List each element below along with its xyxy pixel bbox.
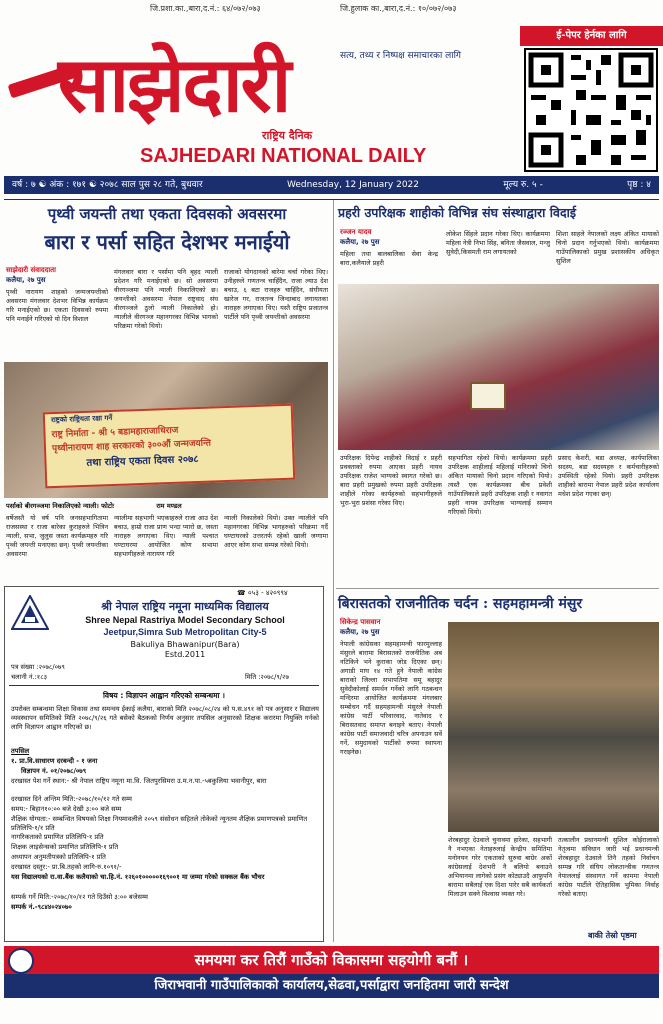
notice-phone: ☎ ०५३ - ४२०९९४ bbox=[237, 589, 288, 597]
registration-left: जि.प्रशा.का.,बारा,द.नं.: ६४/०७२/०७३ bbox=[150, 4, 261, 13]
caption-text: पर्साको बीरगञ्जमा निकालिएको न्याली। फोटोः bbox=[6, 502, 115, 510]
story2-below-col2: सहभागिता रहेको थियो। कार्यक्रममा प्रहरी उपरिक्षक शाहीलाई महिलाई मनिराको चिनो अंकित मायाको चिनो प्रदान गरिएको थियो। त्यस्तै एक कार्यक्रमका बीच प्रवेशी गाउँपालिकाले प्रहरी उपरिक्षक शाही र नवागत प्रहरी नायव उपरिक्षक भाग्यलाई सम्मान गरिएको थियो। bbox=[448, 454, 552, 516]
story1-below-col1: वर्षेजस्तै यो वर्ष पनि जनसहभागितामा राजसस्था र राजा बारेका कुराहरुले भित्रिन न्याली, सभा, जुलुस जस्ता कार्यक्रमहरु गरि पृथ्वी जयन्ती मनाएका छन्। पृथ्वी जयन्तीका अवसरमा bbox=[6, 514, 108, 558]
notice-rule bbox=[9, 685, 319, 686]
page-number: पृष्ठ : ४ bbox=[627, 180, 651, 190]
school-logo-icon bbox=[11, 595, 49, 631]
story2-below-col1: उपरिक्षक दिपेन्द्र शाहीको विदाई र प्रहरी प्रवक्ताको रुपमा आएका प्रहरी नायव उपरिक्षक राजेश भाग्यको स्वागत गरेको छ। बारा प्रहरी प्रमुखको रुपमा प्रहरी उपरिक्षक शाहीले गरेका कार्यहरुको सहभागीहरुले भुरा-भुरा प्रशंसा गरेका थिए। bbox=[340, 454, 442, 507]
story2-place: कलैया, २७ पुस bbox=[340, 238, 380, 246]
office-banner: जिराभवानी गाउँपालिकाको कार्यालय,सेढवा,पर्साद्वारा जनहितमा जारी सन्देश bbox=[4, 974, 659, 998]
school-estd: Estd.2011 bbox=[164, 650, 206, 659]
citizenship-copy: नागरिकताको प्रमाणित प्रतिलिपि-१ प्रति bbox=[11, 833, 104, 841]
contact-number: सम्पर्क नं.-९८४४०२४०७० bbox=[11, 903, 72, 911]
story1-col3: राजाको योगदानको बारेमा चर्चा गरेका थिए। उनीहरुले गणतन्त्र चाहिँदैन, राजा ल्याउ देश बचाउ, ६ बटा राजहरु चाहिँदैन, संघीयता खारेज गर, राजतन्त्र जिन्दाबाद लगायतका नाराहरु लगाएका थिए। यस्तै राष्ट्रिय प्रजातन्त्र पार्टीले पनि पृथ्वी जयन्तीको अवसरमा bbox=[224, 268, 328, 321]
slogan-banner: समयमा कर तिरौं गाउँको विकासमा सहयोगी बनौं । bbox=[4, 946, 659, 974]
story1-byline: साझेदारी संवाददाता bbox=[6, 266, 56, 274]
issue-info-bar bbox=[4, 176, 659, 194]
issue-number: वर्ष : ७ ☯ अंक : १७१ ☯ २०७८ साल पुस २८ गते, बुधवार bbox=[12, 180, 203, 190]
story3-col3: तत्कालीन प्रधानमन्त्री सुशिल कोईरालाको नेतृत्वमा संविधान जारी भई प्रधानमन्त्री शेरबहादुर देउवाले तिनै तहको निर्वाचन सम्पन्न गरि संघिय लोकतान्त्रीक गणतन्त्र नेपाललाई संस्थागत गर्ने काममा नेपाली कांग्रेस पार्टीले ऐतिहासिक भुमिका निर्वाह गरेको बताए। bbox=[558, 836, 659, 898]
story1-col2: मंगलवार बारा र पर्सामा पनि बृहद न्याली प्रदेशन गरि मनाईएको छ। सो अवसरमा वीरगञ्जमा पनि न्याली निकालिएको छ। जयन्तीको अवसरमा नेपाल राष्ट्रवाद संघ वीरगञ्जले ठुलो न्याली निकालेको हो। न्यालीले वीरगञ्ज महानगरका विभिन्न भागको परिक्रमा गरेको थियो। bbox=[114, 268, 218, 330]
story2-col3: शिशा साहले नेपालको लक्ष्य अंकित मायाको चिनो प्रदान गर्नुभएको थियो। कार्यक्रममा गाउँपालिकाको प्रमुख प्रशासकीय अधिकृत सुशिल bbox=[556, 230, 659, 265]
story3-col1: नेपाली कांग्रेसका सहमहामन्त्री फारमुल्लाह मंसुरले बारामा बिरासतको राजनीतिक अब नटिकिने भने कुराका जोड दिएका छन्। अगाडी माघ १४ गते हुने नेपाली कांग्रेस बाराको जिल्ला सभापतिमा समू बहादुर सुवेदीकोलाई समर्थन गर्नेको लागि गठबन्धन मन्दिरमा आयोजित कार्यक्रममा मंगलबार सम्बोधन गर्दै सहमहामन्त्री मंसुरले नेपाली कांग्रेस पार्टी परिवारवाद, नातेवाद र बिरासतवाद समाप्त बनाइने बताए। नेपाली कांग्रेस पार्टी समाजवादी चरित्र अपनाउन सर्वे गर्ने, समुदायको पार्टीको रुपमा स्थापना गराइनेछ। bbox=[340, 640, 442, 756]
story3-headline[interactable]: बिरासतको राजनीतिक चर्दन : सहमहामन्त्री मंसुर bbox=[338, 596, 583, 612]
school-notice[interactable] bbox=[4, 586, 324, 942]
story2-col1: महिला तथा बालबालिका सेवा केन्द्र बारा,कलैयाले प्रहरी bbox=[340, 250, 438, 267]
notice-subject: विषय : विज्ञापन आह्वान गरिएको सम्बन्धमा । bbox=[102, 691, 226, 700]
banner-line-2: राष्ट्र निर्माता - श्री ५ बडामहाराजाधिराज bbox=[51, 425, 179, 441]
post-title: १. प्रा.वि.साधारण दरबन्दी - १ जना bbox=[11, 757, 98, 765]
school-name-np: श्री नेपाल राष्ट्रिय नमूना माध्यमिक विद्यालय bbox=[101, 600, 269, 613]
continued-link[interactable]: बाकी तेस्रो पृष्ठमा bbox=[588, 931, 637, 940]
contact-date: सम्पर्क गर्ने मिति:-२०७८/१०/१२ गते दिउँसो ३:०० बजेसम्म bbox=[11, 893, 148, 901]
story2-headline[interactable]: प्रहरी उपरिक्षक शाहीको विभिन्न संघ संस्थाद्वारा विदाई bbox=[338, 205, 576, 220]
story2-photo[interactable] bbox=[338, 284, 659, 450]
story2-col2: लोकेश सिंहले प्रदान गरेका थिए। कार्यक्रममा महिला नेत्री निभा सिंह, बनिता जैसवाल, मन्जु सुवेदी,किसमती राम लगायतको bbox=[446, 230, 550, 256]
story3-col2: शेरबहादुर देउवाले चुनावमा हारेका, सहभागी नै नभएका नेताहरुलाई केन्द्रीय समितिमा मनोनयन गरेर एकताको सुरुवा बाग्रेर अर्को कांग्रेसलाई देशभरी नै बलियो बनाउने अभियानमा लागेको प्रसंग कोट्याउदै आफुपनि बारामा सबैलाई एक दिशा पारेर सबै कार्यकर्ता मिलाउन सक्ने विश्वास व्यक्त गरे। bbox=[448, 836, 552, 898]
letter-number: पत्र संख्या :२०७८/०७९ bbox=[11, 663, 65, 671]
story1-place: कलैया, २७ पुस bbox=[6, 276, 46, 284]
school-location: Bakuliya Bhawanipur(Bara) bbox=[130, 640, 240, 649]
english-name: SAJHEDARI NATIONAL DAILY bbox=[140, 145, 427, 167]
photo-credit: राम मण्डल bbox=[156, 502, 182, 510]
column-divider bbox=[333, 200, 334, 942]
qr-code-icon[interactable] bbox=[524, 48, 658, 172]
story1-headline-1[interactable]: पृथ्वी जयन्ती तथा एकता दिवसको अवसरमा bbox=[47, 205, 287, 223]
story1-below-col3: न्याली निकालेको थियो। उक्त न्यालीले पनि महानगरका विभिन्न भागहरुको परिक्रमा गर्दै घण्टाघरको उत्तरतर्फ रहेको खाली जग्गामा आएर कोण सभा सम्पन्न गरेको थियो। bbox=[224, 514, 328, 549]
tagline: सत्य, तथ्य र निष्पक्ष समाचारका लागि bbox=[340, 51, 461, 61]
application-fee: दरखास्त दस्तुर:- प्रा.बि.तहको लागि-रु.१०९१/- bbox=[11, 863, 122, 871]
subtitle: राष्ट्रिय दैनिक bbox=[262, 129, 313, 142]
dispatch-number: चलानी नं.:१८३ bbox=[11, 673, 48, 681]
bank-voucher: यस विद्यालयको रा.वा.बैंक कलैयाको चा.हि.नं. १२६०१०००००१६९००१ मा जम्मा गरेको सक्कल बैंक भौचर bbox=[11, 873, 265, 881]
qualification: शैक्षिक योग्यता:- सम्बन्धित विषयको शिक्षा नियमावलीले २०५९ संसोधन सहितले तोकेको न्यूनतम शैक्षिक प्रमाणपत्रको प्रमाणित प्रतिलिपि-१/१ प्रति bbox=[11, 815, 308, 832]
story3-byline: सिकेन्द्र पासवान bbox=[340, 618, 381, 626]
story2-below-col3: प्रसाद केशरी, बडा अध्यक्ष, कार्यपालिका सदस्य, बडा सदस्यहरु र कर्मचारीहरुको उपस्थिती रहेको थियो। प्रहरी उपरिक्षक शाहीको बारामा नेपाल प्रहरी प्रदेश कार्यालय मधेश प्रदेश गएका छन्। bbox=[558, 454, 659, 498]
license-copy: शिक्षक लाइसेन्सको प्रमाणित प्रतिलिपि-१ प्रति bbox=[11, 843, 119, 851]
banner-line-1: राष्ट्रको राष्ट्रियता रक्षा गर्ने bbox=[50, 413, 113, 425]
logo-text: साझेदारी bbox=[58, 40, 290, 129]
story1-below-col2: न्यालीमा सहभागी भएकाहरुले राजा आउ देश बचाउ, हाम्रो राजा प्राण भन्दा प्यारो छ, जस्ता नाराहरु लगाएका थिए। न्याली पश्चात घण्टाघरमा आयोजित कोण सभामा सहभागीहरुले नारायण गरि bbox=[114, 514, 218, 558]
story1-caption bbox=[6, 501, 182, 510]
rally-banner bbox=[43, 404, 296, 489]
school-name-en: Shree Nepal Rastriya Model Secondary School bbox=[85, 615, 285, 625]
price: मूल्य रु. ५ - bbox=[503, 180, 543, 190]
advert-number: विज्ञापन नं. ०१/२०७८/०७९ bbox=[21, 767, 87, 775]
banner-line-3: पृथ्वीनारायण शाह सरकारको ३००औं जन्मजयन्ति bbox=[51, 438, 212, 455]
epaper-label: ई-पेपर हेर्नका लागि bbox=[520, 26, 663, 46]
permit-copy: अध्यापन अनुमतीपत्रको प्रतिलिपि-१ प्रति bbox=[11, 853, 106, 861]
top-rule bbox=[4, 199, 659, 200]
government-seal-icon bbox=[8, 948, 34, 974]
story-separator bbox=[336, 588, 659, 589]
story1-headline-2[interactable]: बारा र पर्सा सहित देशभर मनाईयो bbox=[44, 230, 290, 254]
banner-line-4: तथा राष्ट्रिय एकता दिवस २०७८ bbox=[86, 453, 199, 469]
tapsil-heading: तपसिल bbox=[11, 747, 30, 755]
certificate-frame bbox=[470, 382, 506, 410]
english-date: Wednesday, 12 January 2022 bbox=[286, 180, 420, 190]
notice-date: मिति :२०७८/९/२७ bbox=[245, 673, 289, 681]
story2-byline: रञ्जन यादव bbox=[340, 228, 372, 236]
school-address: Jeetpur,Simra Sub Metropolitan City-5 bbox=[103, 627, 267, 637]
submission-place: दरखास्त पेश गर्ने स्थान:- श्री नेपाल राष्ट्रिय नमूना मा.वि. जितपुरसिमरा उ.म.न.पा.-५बकुलिया भवानीपुर, बारा bbox=[11, 777, 267, 785]
registration-right: जि.हुलाक का.,बारा,द.नं.: १०/०७२/०७३ bbox=[340, 4, 457, 13]
story1-photo[interactable] bbox=[4, 362, 328, 498]
story1-col1: पृथ्वी नारायण शाहको जन्मजयन्तीको अवसरमा मंगलवार देशभर विभिन्न कार्यक्रम गरि मनाईएको छ। एकता दिवसको रुपमा पनि मनाईने गरिएको यो दिन विशाल bbox=[6, 288, 108, 323]
last-date: दरखास्त दिने अन्तिम मिति:-२०७८/१०/१२ गते सम्म bbox=[11, 795, 132, 803]
story3-place: कलैया, २७ पुस bbox=[340, 628, 380, 636]
office-time: समय:- बिहान१०:०० बजे देखी ३:०० बजे सम्म bbox=[11, 805, 122, 813]
story3-photo[interactable] bbox=[448, 622, 659, 832]
notice-body: उपरोक्त सम्बन्धमा शिक्षा विकास तथा समन्वय ईकाई कलैया, बाराको मिति २०७८/०८/२४ को प.स.४९१ को पत्र अनुसार र विद्यालय व्यवस्थापन समितिको मिति २०७८/९/२६ गते बसेको बैठकको निर्णय अनुसार तपसिल अनुसारको शिक्षक करारमा नियुक्ति गर्नको लागि विज्ञापन आह्वान गरिएको छ। bbox=[11, 705, 319, 731]
